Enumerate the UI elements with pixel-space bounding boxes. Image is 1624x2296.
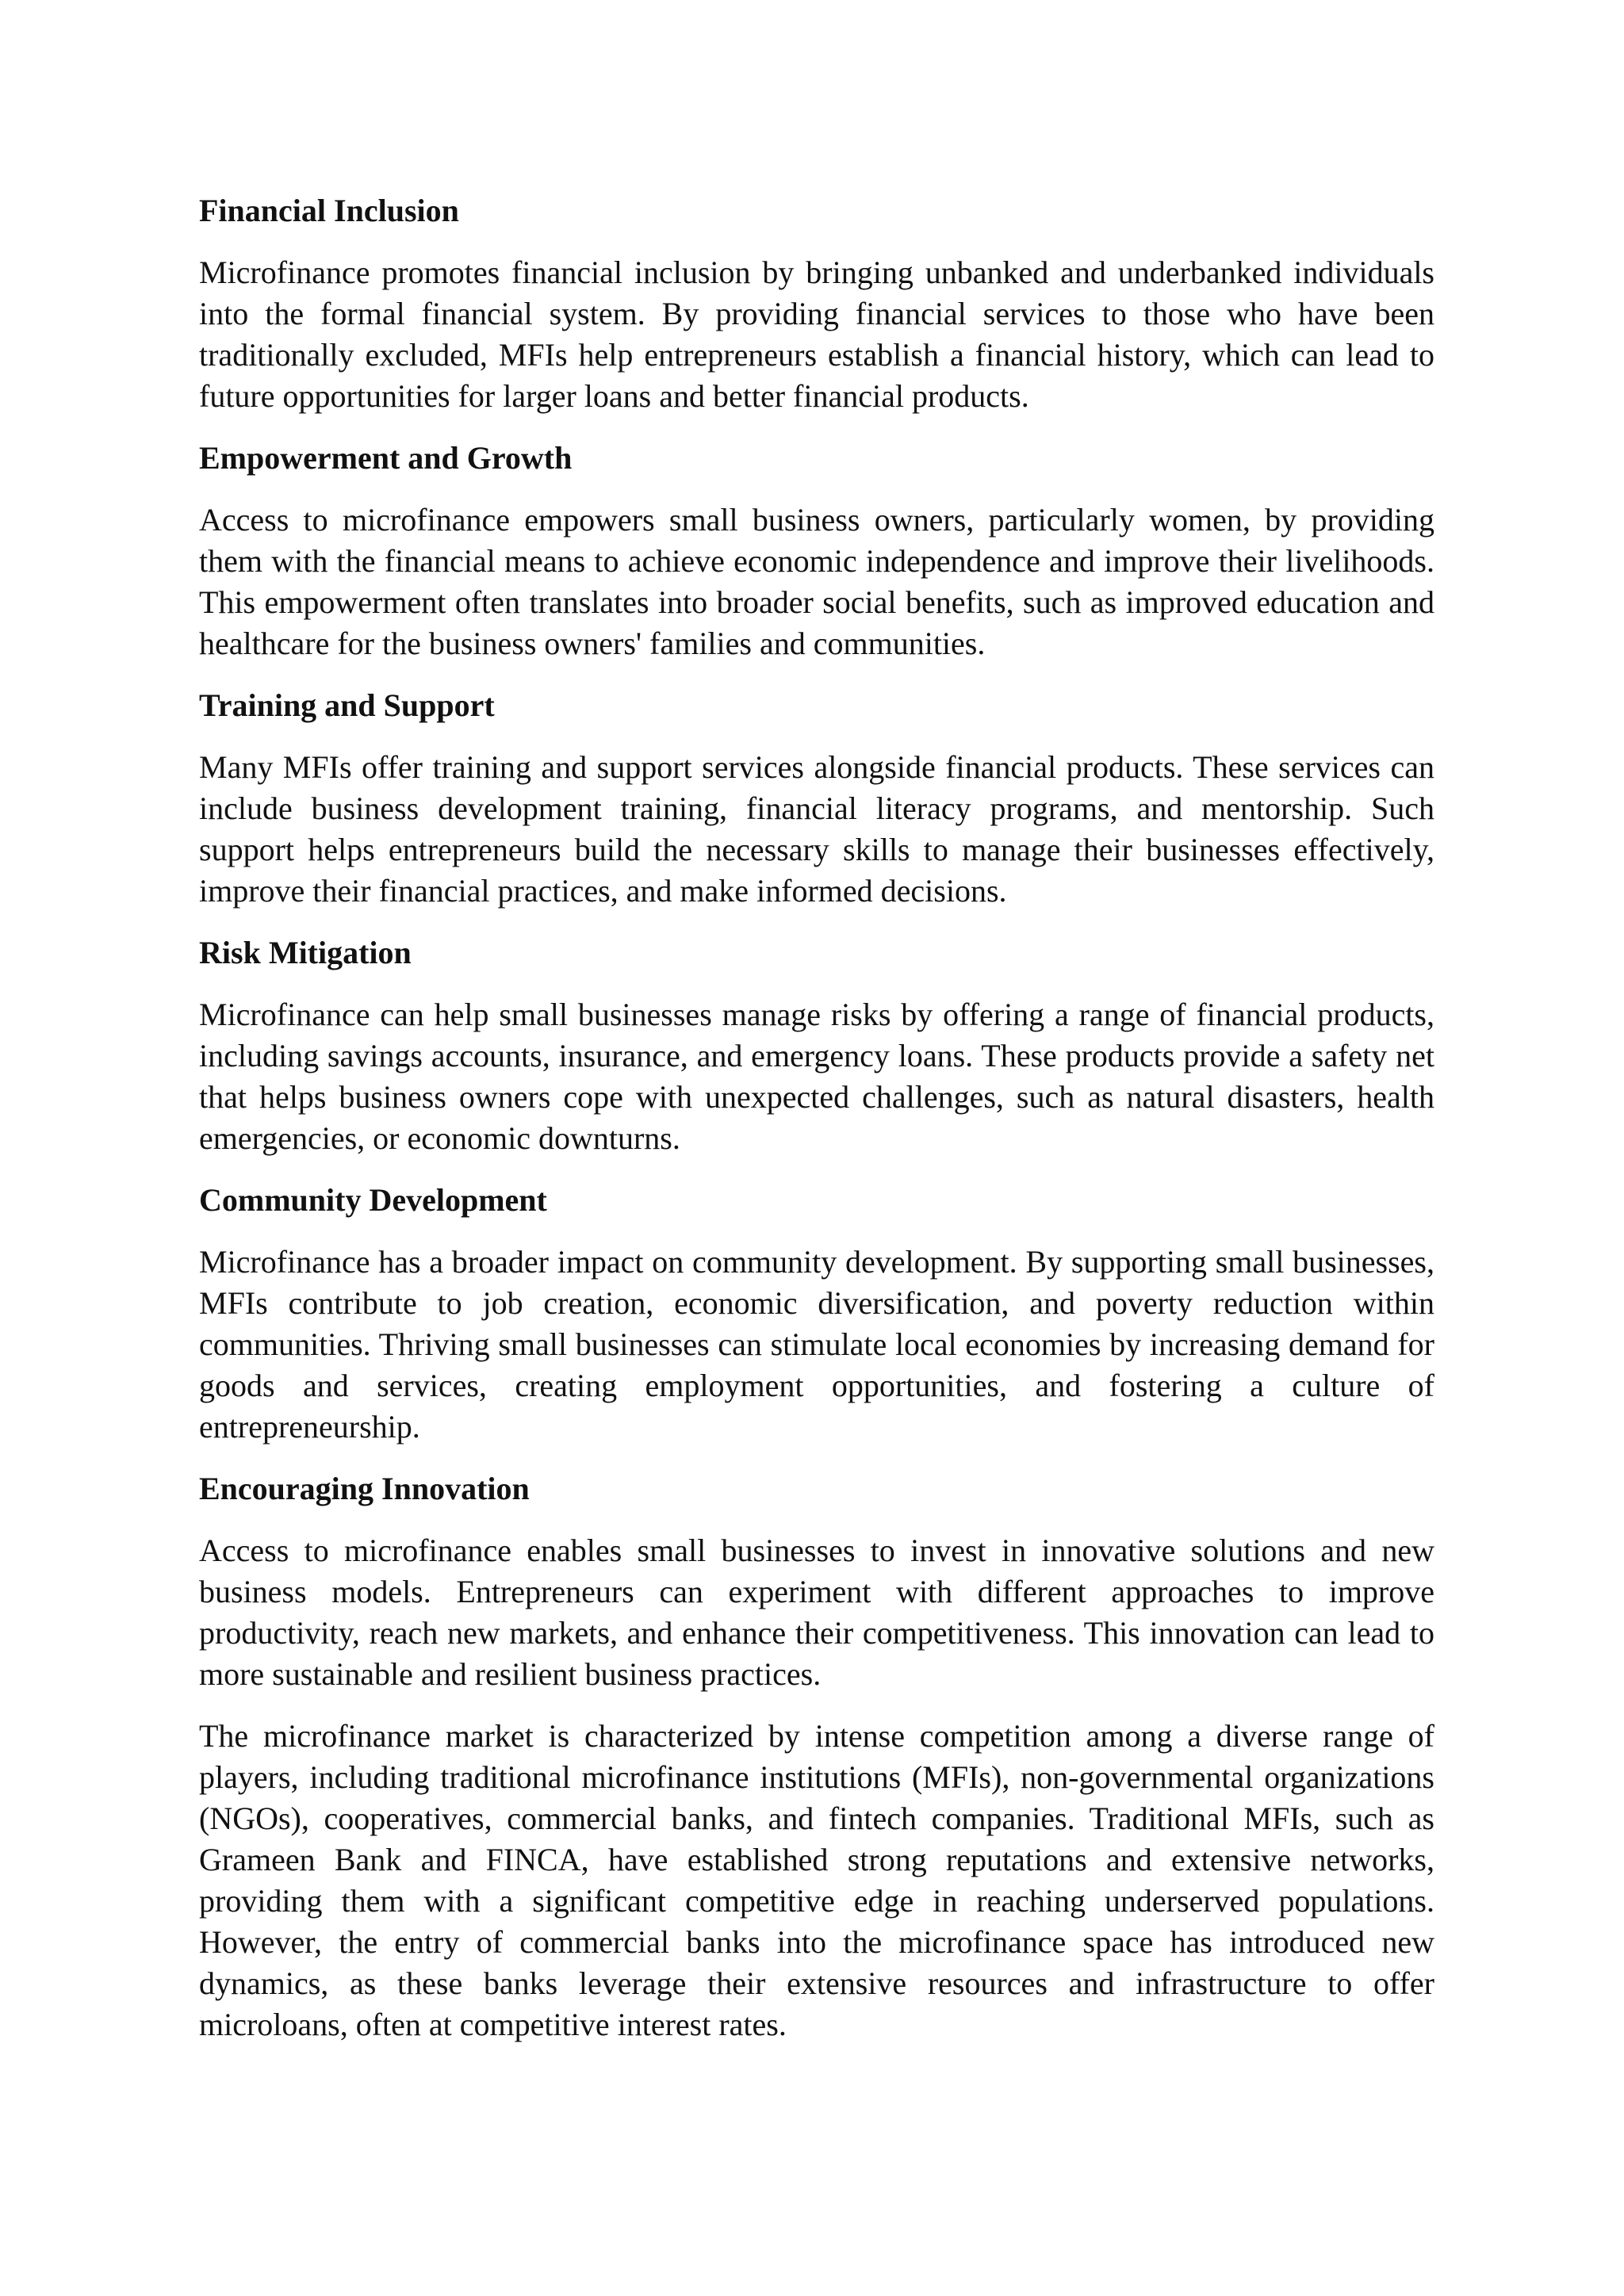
section-empowerment-and-growth <box>199 438 1434 664</box>
section-heading: Community Development <box>199 1182 547 1218</box>
section-heading: Risk Mitigation <box>199 935 412 970</box>
section-heading: Empowerment and Growth <box>199 440 573 476</box>
section-paragraph: Access to microfinance empowers small business owners, particularly women, by providing them with the financial means to achieve economic independence and improve their livelihoods. This empowerment often translates into broader social benefits, such as improved education and healthcare for the business owners' families and communities. <box>199 502 1434 661</box>
section-risk-mitigation <box>199 932 1434 1159</box>
section-financial-inclusion <box>199 190 1434 417</box>
section-heading: Encouraging Innovation <box>199 1471 530 1506</box>
section-paragraph: Microfinance has a broader impact on community development. By supporting small businesses, MFIs contribute to job creation, economic diversification, and poverty reduction within communities. Thriving small businesses can stimulate local economies by increasing demand for goods and services, creating employment opportunities, and fostering a culture of entrepreneurship. <box>199 1244 1434 1445</box>
section-paragraph: Access to microfinance enables small businesses to invest in innovative solutions and new business models. Entrepreneurs can experiment with different approaches to improve productivity, reach new markets, and enhance their competitiveness. This innovation can lead to more sustainable and resilient business practices. <box>199 1533 1434 1692</box>
section-paragraph: Many MFIs offer training and support services alongside financial products. These services can include business development training, financial literacy programs, and mentorship. Such support helps entrepreneurs build the necessary skills to manage their businesses effectively, improve their financial practices, and make informed decisions. <box>199 749 1434 909</box>
section-training-and-support <box>199 685 1434 912</box>
section-community-development <box>199 1180 1434 1448</box>
section-heading: Financial Inclusion <box>199 193 459 228</box>
closing-paragraph: The microfinance market is characterized by intense competition among a diverse range of players, including traditional microfinance institutions (MFIs), non-governmental organizations (NGOs), cooperatives, commercial banks, and fintech companies. Traditional MFIs, such as Grameen Bank and FINCA, have established strong reputations and extensive networks, providing them with a significant competitive edge in reaching underserved populations. However, the entry of commercial banks into the microfinance space has introduced new dynamics, as these banks leverage their extensive resources and infrastructure to offer microloans, often at competitive interest rates. <box>199 1718 1434 2042</box>
section-encouraging-innovation <box>199 1468 1434 1695</box>
section-paragraph: Microfinance can help small businesses manage risks by offering a range of financial products, including savings accounts, insurance, and emergency loans. These products provide a safety net that helps business owners cope with unexpected challenges, such as natural disasters, health emergencies, or economic downturns. <box>199 997 1434 1156</box>
section-heading: Training and Support <box>199 687 495 723</box>
section-paragraph: Microfinance promotes financial inclusion by bringing unbanked and underbanked individuals into the formal financial system. By providing financial services to those who have been traditionally excluded, MFIs help entrepreneurs establish a financial history, which can lead to future opportunities for larger loans and better financial products. <box>199 254 1434 414</box>
document-page <box>199 190 1434 2066</box>
